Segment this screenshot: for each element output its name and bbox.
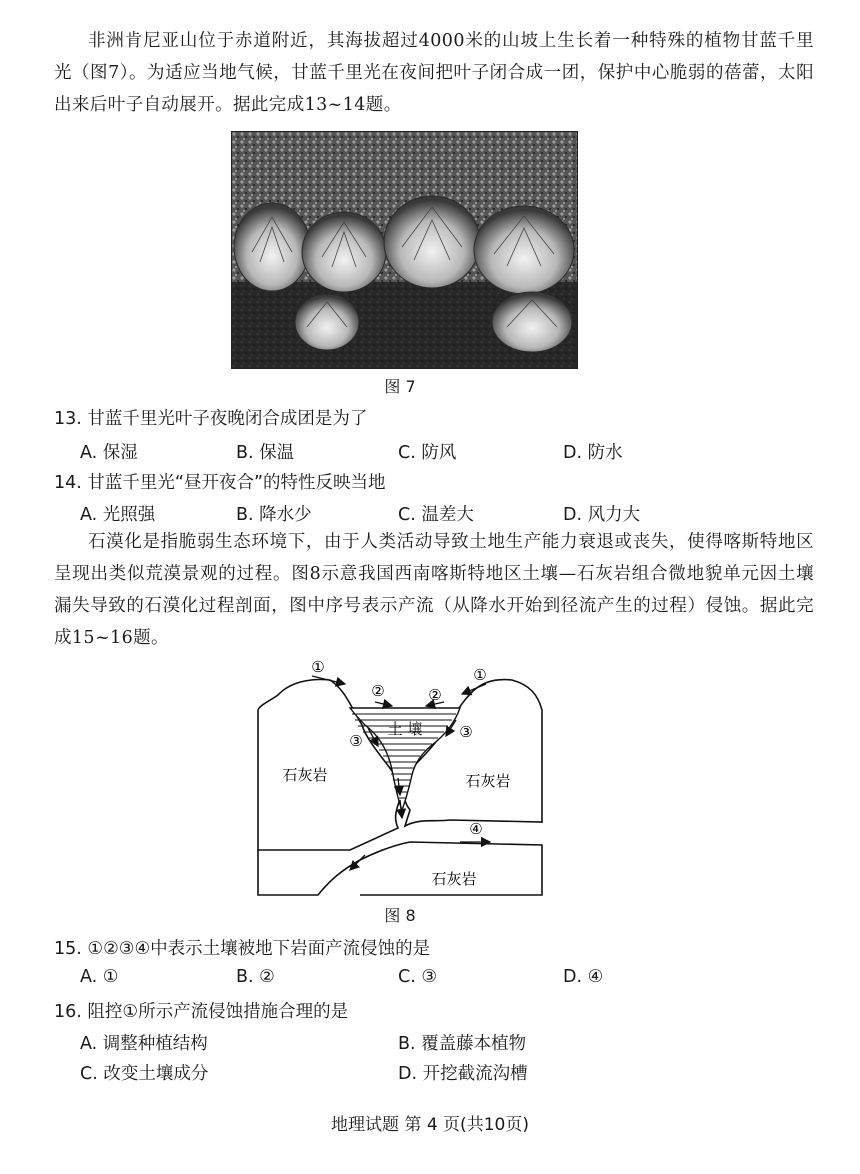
limestone-left-outline <box>258 680 401 850</box>
q14-option-b: B. 降水少 <box>236 505 312 525</box>
q15-option-c: C. ③ <box>398 967 438 987</box>
q15-option-b: B. ② <box>236 967 275 987</box>
q13-option-c: C. 防风 <box>398 443 457 463</box>
label-m3-right: ③ <box>459 723 473 741</box>
label-limestone-left: 石灰岩 <box>282 766 328 784</box>
page-footer: 地理试题 第 4 页(共10页) <box>331 1115 529 1135</box>
q13-option-d: D. 防水 <box>563 443 623 463</box>
q16-option-d: D. 开挖截流沟槽 <box>398 1064 528 1084</box>
question-15-stem: 15. ①②③④中表示土壤被地下岩面产流侵蚀的是 <box>54 939 431 959</box>
figure-7-caption: 图 7 <box>384 377 416 396</box>
q13-option-a: A. 保湿 <box>80 443 138 463</box>
arrow-down-3 <box>350 855 365 870</box>
question-13-stem: 13. 甘蓝千里光叶子夜晚闭合成团是为了 <box>54 409 368 429</box>
q16-option-a: A. 调整种植结构 <box>80 1034 208 1054</box>
label-limestone-right: 石灰岩 <box>465 772 511 790</box>
q14-option-d: D. 风力大 <box>563 505 641 525</box>
passage-1: 非洲肯尼亚山位于赤道附近，其海拔超过4000米的山坡上生长着一种特殊的植物甘蓝千里光（图7）。为适应当地气候，甘蓝千里光在夜间把叶子闭合成一团，保护中心脆弱的蓓蕾，太阳出来后叶子自动展开。据此完成13~14题。 <box>54 31 814 115</box>
label-m2-right: ② <box>428 686 442 704</box>
label-m3-left: ③ <box>349 732 363 750</box>
q16-option-c: C. 改变土壤成分 <box>80 1064 209 1084</box>
figure-8-diagram <box>250 650 550 900</box>
arrow-1-right <box>462 684 486 694</box>
arrow-2-left <box>375 702 392 706</box>
passage-2: 石漠化是指脆弱生态环境下，由于人类活动导致土地生产能力衰退或丧失，使得喀斯特地区呈现出类似荒漠景观的过程。图8示意我国西南喀斯特地区土壤—石灰岩组合微地貌单元因土壤漏失导致的石漠化过程剖面，图中序号表示产流（从降水开始到径流产生的过程）侵蚀。据此完成15~16题。 <box>54 532 814 648</box>
label-m1-right: ① <box>473 666 487 684</box>
q15-option-a: A. ① <box>80 967 119 987</box>
label-soil: 土 壤 <box>387 720 423 738</box>
q16-option-b: B. 覆盖藤本植物 <box>398 1034 527 1054</box>
label-m4: ④ <box>469 820 483 838</box>
question-16-stem: 16. 阻控①所示产流侵蚀措施合理的是 <box>54 1002 349 1022</box>
q14-option-a: A. 光照强 <box>80 505 156 525</box>
label-m2-left: ② <box>371 682 385 700</box>
figure-7-photo <box>231 131 578 369</box>
label-limestone-bottom: 石灰岩 <box>431 870 477 888</box>
question-14-stem: 14. 甘蓝千里光“昼开夜合”的特性反映当地 <box>54 473 386 493</box>
q14-option-c: C. 温差大 <box>398 505 474 525</box>
label-m1-left: ① <box>311 658 325 676</box>
q15-option-d: D. ④ <box>563 967 604 987</box>
q13-option-b: B. 保温 <box>236 443 295 463</box>
figure-8-caption: 图 8 <box>384 906 416 925</box>
